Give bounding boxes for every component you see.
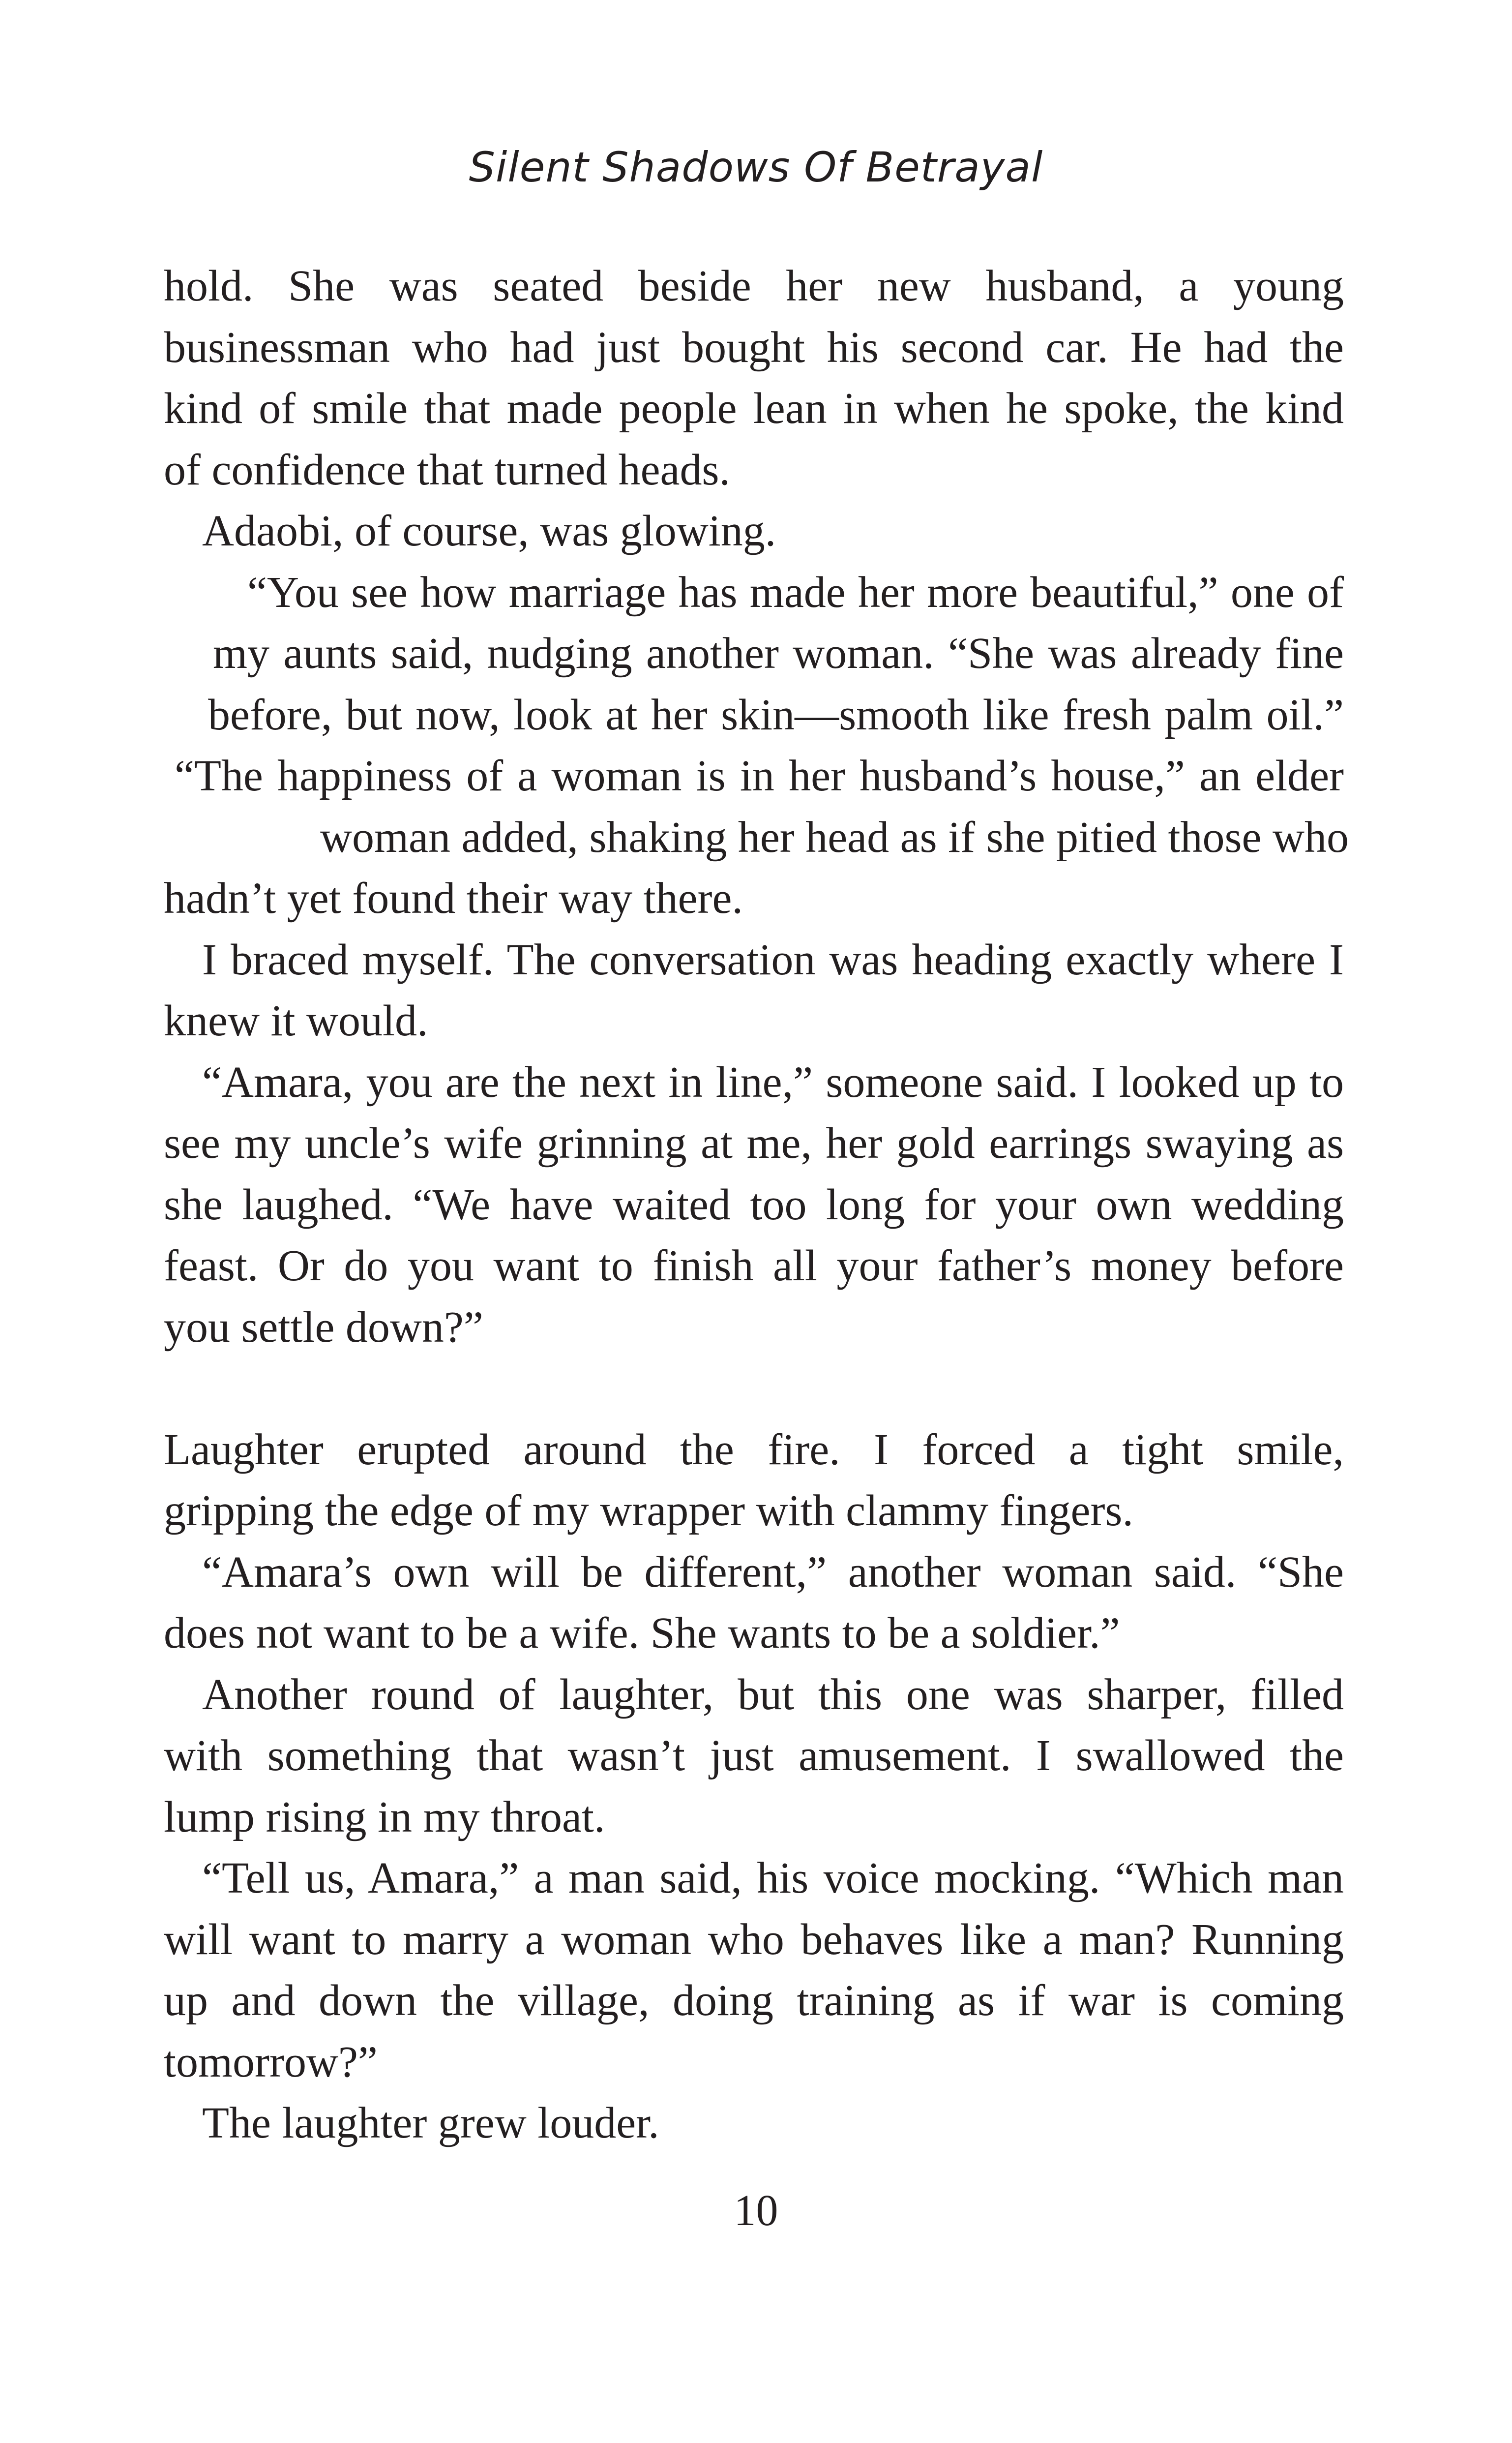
text-line: with something that wasn’t just amusement. I swallowed the	[164, 1731, 1344, 1780]
text-line: “Tell us, Amara,” a man said, his voice mocking. “Which man	[202, 1854, 1344, 1902]
text-line: kind of smile that made people lean in when he spoke, the kind	[164, 384, 1344, 433]
body-text	[164, 256, 1349, 2154]
text-line: my aunts said, nudging another woman. “She was already fine	[213, 629, 1344, 678]
text-line: hold. She was seated beside her new husband, a young	[164, 262, 1344, 310]
text-line: woman added, shaking her head as if she pitied those who	[320, 813, 1349, 862]
text-line: you settle down?”	[164, 1302, 483, 1352]
text-line: see my uncle’s wife grinning at me, her gold earrings swaying as	[164, 1119, 1344, 1168]
text-line: lump rising in my throat.	[164, 1792, 605, 1841]
text-line: I braced myself. The conversation was heading exactly where I	[202, 935, 1344, 984]
text-line: “The happiness of a woman is in her husband’s house,” an elder	[175, 752, 1344, 800]
text-line: Adaobi, of course, was glowing.	[202, 507, 776, 555]
text-line: up and down the village, doing training as if war is coming	[164, 1976, 1344, 2025]
text-line: Laughter erupted around the fire. I forced a tight smile,	[164, 1425, 1344, 1474]
text-line: Another round of laughter, but this one was sharper, filled	[202, 1670, 1344, 1719]
text-line: feast. Or do you want to finish all your father’s money before	[164, 1241, 1344, 1290]
text-line: gripping the edge of my wrapper with clammy fingers.	[164, 1486, 1133, 1535]
text-line: “Amara, you are the next in line,” someone said. I looked up to	[202, 1057, 1344, 1107]
text-line: businessman who had just bought his second car. He had the	[164, 323, 1344, 372]
text-line: The laughter grew louder.	[202, 2099, 659, 2147]
text-line: of confidence that turned heads.	[164, 445, 731, 494]
blank-line	[164, 1358, 1344, 1419]
text-line: “Amara’s own will be different,” another woman said. “She	[202, 1547, 1344, 1597]
text-line: will want to marry a woman who behaves like a man? Running	[164, 1915, 1344, 1964]
text-line: hadn’t yet found their way there.	[164, 874, 743, 923]
text-line: she laughed. “We have waited too long for your own wedding	[164, 1180, 1344, 1229]
text-line: “You see how marriage has made her more beautiful,” one of	[247, 568, 1344, 617]
text-line: tomorrow?”	[164, 2037, 378, 2086]
text-line: knew it would.	[164, 996, 428, 1045]
running-header-title: Silent Shadows Of Betrayal	[469, 143, 1043, 191]
text-line: before, but now, look at her skin—smooth like fresh palm oil.”	[208, 690, 1344, 739]
page-number: 10	[734, 2186, 778, 2235]
text-line: does not want to be a wife. She wants to be a soldier.”	[164, 1609, 1120, 1658]
